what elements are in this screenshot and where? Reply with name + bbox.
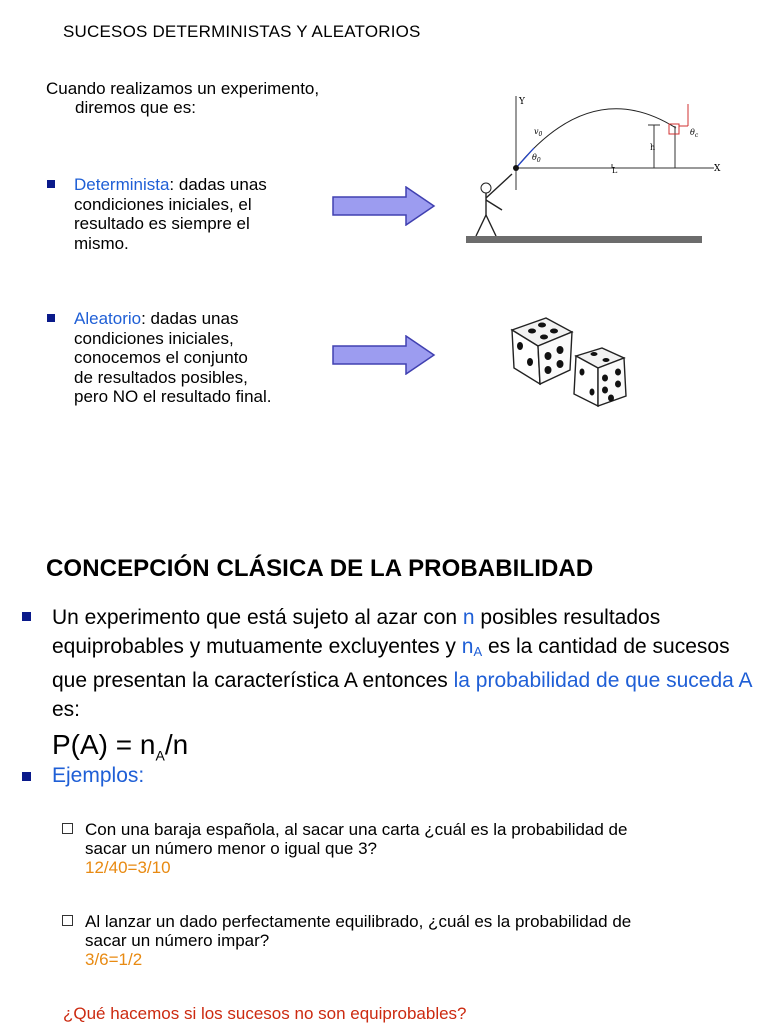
example-line-1: Con una baraja española, al sacar una carta ¿cuál es la probabilidad de bbox=[85, 820, 628, 839]
definition-paragraph bbox=[52, 603, 752, 724]
determinista-line-3: resultado es siempre el bbox=[74, 214, 250, 233]
right-arrow-icon bbox=[332, 335, 436, 375]
closing-question: ¿Qué hacemos si los sucesos no son equiprobables? bbox=[63, 1004, 467, 1023]
intro-line-1: Cuando realizamos un experimento, bbox=[46, 79, 320, 98]
hollow-square-bullet-icon bbox=[62, 823, 73, 834]
aleatorio-term: Aleatorio bbox=[74, 309, 142, 328]
projectile-diagram bbox=[462, 90, 724, 245]
determinista-line-4: mismo. bbox=[74, 233, 129, 253]
example-item bbox=[85, 820, 745, 877]
axis-x-label: X bbox=[714, 164, 721, 174]
para-nA: nA bbox=[461, 635, 483, 659]
example-item bbox=[85, 912, 745, 969]
para-text-4: es: bbox=[52, 698, 81, 721]
para-text-3: es la cantidad de sucesos que presentan la característica A entonces bbox=[52, 635, 730, 692]
bullet-square-icon bbox=[22, 772, 31, 781]
determinista-term: Determinista bbox=[74, 175, 170, 194]
para-n: n bbox=[462, 606, 475, 629]
aleatorio-line-3: conocemos el conjunto bbox=[74, 348, 248, 367]
para-text-1: Un experimento que está sujeto al azar con bbox=[52, 606, 463, 629]
determinista-line-1: : dadas unas bbox=[169, 175, 267, 194]
right-arrow-icon bbox=[332, 186, 436, 226]
para-text-2: posibles resultados equiprobables y mutuamente excluyentes y bbox=[52, 606, 661, 658]
bullet-square-icon bbox=[22, 612, 31, 621]
determinista-line-2: condiciones iniciales, el bbox=[74, 194, 252, 214]
bullet-square-icon bbox=[47, 314, 55, 322]
axis-y-label: Y bbox=[519, 97, 525, 107]
example-line-1: Al lanzar un dado perfectamente equilibrado, ¿cuál es la probabilidad de bbox=[85, 912, 632, 931]
aleatorio-line-1: : dadas unas bbox=[141, 309, 239, 328]
example-answer: 3/6=1/2 bbox=[85, 950, 143, 969]
example-line-2: sacar un número impar? bbox=[85, 931, 270, 950]
ejemplos-label: Ejemplos: bbox=[52, 764, 145, 787]
probability-formula: $P(A) = n_A/n$ bbox=[52, 729, 189, 764]
aleatorio-line-4: de resultados posibles, bbox=[74, 367, 248, 387]
determinista-item bbox=[74, 175, 267, 253]
hollow-square-bullet-icon bbox=[62, 915, 73, 926]
aleatorio-line-5: pero NO el resultado final. bbox=[74, 387, 272, 406]
thetaC-label: $\theta_c$ bbox=[690, 128, 699, 139]
L-label: L bbox=[612, 166, 618, 175]
dice-icon bbox=[498, 312, 640, 417]
intro-text bbox=[46, 79, 319, 117]
example-line-2: sacar un número menor o igual que 3? bbox=[85, 839, 378, 858]
bullet-square-icon bbox=[47, 180, 55, 188]
aleatorio-item bbox=[74, 309, 272, 407]
v0-label: $v_0$ bbox=[534, 127, 543, 138]
h-label: h bbox=[650, 143, 656, 152]
aleatorio-line-2: condiciones iniciales, bbox=[74, 328, 234, 348]
theta0-label: $\theta_0$ bbox=[532, 153, 541, 164]
section-heading: CONCEPCIÓN CLÁSICA DE LA PROBABILIDAD bbox=[46, 555, 594, 582]
para-highlight: la probabilidad de que suceda A bbox=[453, 669, 752, 692]
example-answer: 12/40=3/10 bbox=[85, 858, 171, 877]
slide-title: SUCESOS DETERMINISTAS Y ALEATORIOS bbox=[63, 22, 421, 41]
ejemplos-item bbox=[52, 764, 144, 788]
intro-line-2: diremos que es: bbox=[75, 98, 196, 117]
